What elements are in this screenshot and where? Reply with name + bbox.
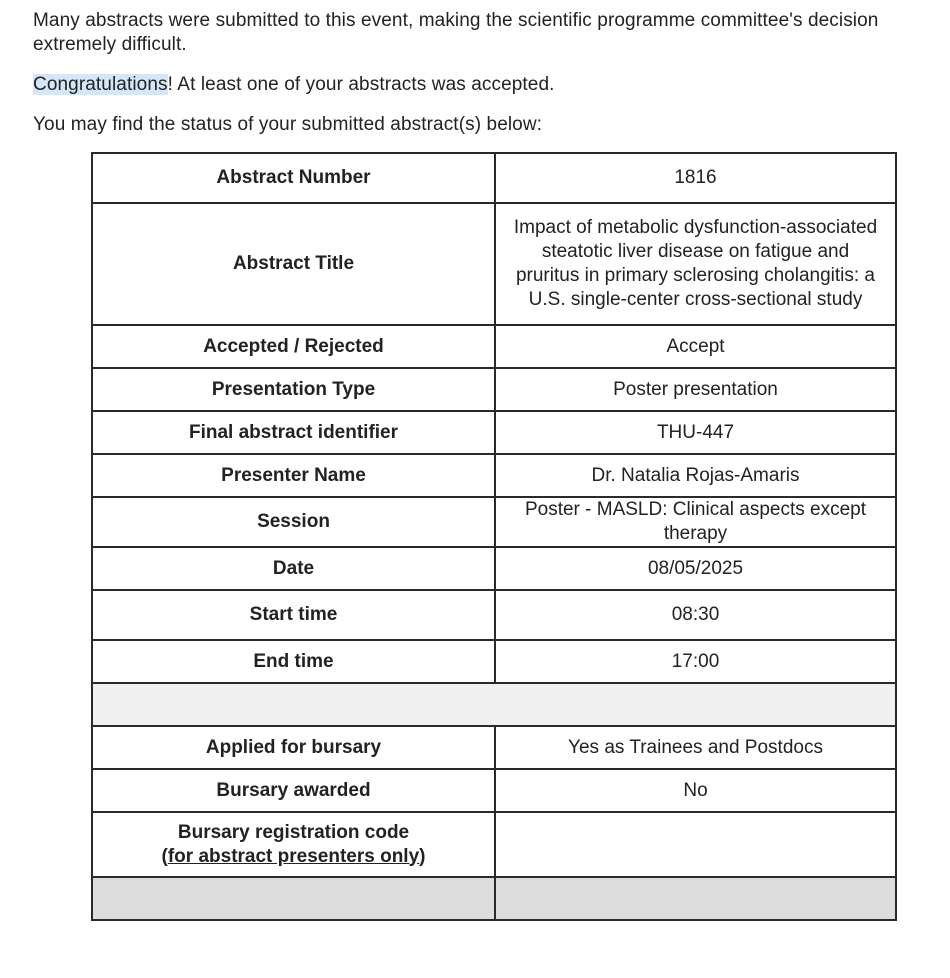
value-presenter-name: Dr. Natalia Rojas-Amaris bbox=[495, 454, 896, 497]
value-bursary-awarded: No bbox=[495, 769, 896, 812]
abstract-presenters-link[interactable]: for abstract presenters only bbox=[167, 845, 420, 867]
separator-cell bbox=[92, 683, 896, 726]
row-abstract-title bbox=[92, 203, 896, 325]
value-accepted-rejected: Accept bbox=[495, 325, 896, 368]
label-bursary-code bbox=[92, 812, 495, 877]
row-footer-empty bbox=[92, 877, 896, 920]
label-abstract-title: Abstract Title bbox=[92, 203, 495, 325]
row-abstract-number bbox=[92, 153, 896, 203]
row-bursary-awarded bbox=[92, 769, 896, 812]
row-session bbox=[92, 497, 896, 547]
row-bursary-code bbox=[92, 812, 896, 877]
label-date: Date bbox=[92, 547, 495, 590]
value-date: 08/05/2025 bbox=[495, 547, 896, 590]
intro-paragraph bbox=[33, 9, 950, 57]
row-accepted-rejected bbox=[92, 325, 896, 368]
label-start-time: Start time bbox=[92, 590, 495, 640]
status-intro-text: You may find the status of your submitted abstract(s) below: bbox=[33, 114, 543, 135]
label-end-time: End time bbox=[92, 640, 495, 683]
value-final-identifier: THU-447 bbox=[495, 411, 896, 454]
congratulations-paragraph bbox=[33, 73, 555, 97]
abstract-status-table bbox=[91, 152, 897, 921]
value-abstract-number: 1816 bbox=[495, 153, 896, 203]
row-separator bbox=[92, 683, 896, 726]
label-final-identifier: Final abstract identifier bbox=[92, 411, 495, 454]
footer-empty-value bbox=[495, 877, 896, 920]
label-session: Session bbox=[92, 497, 495, 547]
bursary-code-note-open: ( bbox=[161, 845, 168, 867]
value-abstract-title: Impact of metabolic dysfunction-associated steatotic liver disease on fatigue and pruritus in primary sclerosing cholangitis: a U.S. single-center cross-sectional study bbox=[495, 203, 896, 325]
bursary-code-note-close: ) bbox=[419, 845, 426, 867]
congratulations-highlight: Congratulations bbox=[33, 74, 168, 95]
footer-empty-label bbox=[92, 877, 495, 920]
row-presenter-name bbox=[92, 454, 896, 497]
congratulations-text: ! At least one of your abstracts was accepted. bbox=[167, 74, 555, 95]
label-abstract-number: Abstract Number bbox=[92, 153, 495, 203]
value-session: Poster - MASLD: Clinical aspects except therapy bbox=[495, 497, 896, 547]
bursary-code-label: Bursary registration code bbox=[177, 821, 410, 843]
value-bursary-code bbox=[495, 812, 896, 877]
label-presentation-type: Presentation Type bbox=[92, 368, 495, 411]
value-end-time: 17:00 bbox=[495, 640, 896, 683]
intro-line-2: extremely difficult. bbox=[33, 34, 187, 55]
row-end-time bbox=[92, 640, 896, 683]
value-start-time: 08:30 bbox=[495, 590, 896, 640]
row-bursary-applied bbox=[92, 726, 896, 769]
row-final-identifier bbox=[92, 411, 896, 454]
row-presentation-type bbox=[92, 368, 896, 411]
value-presentation-type: Poster presentation bbox=[495, 368, 896, 411]
label-bursary-awarded: Bursary awarded bbox=[92, 769, 495, 812]
row-start-time bbox=[92, 590, 896, 640]
row-date bbox=[92, 547, 896, 590]
intro-line-1: Many abstracts were submitted to this event, making the scientific programme committee's decision bbox=[33, 10, 879, 31]
label-accepted-rejected: Accepted / Rejected bbox=[92, 325, 495, 368]
value-bursary-applied: Yes as Trainees and Postdocs bbox=[495, 726, 896, 769]
label-bursary-applied: Applied for bursary bbox=[92, 726, 495, 769]
label-presenter-name: Presenter Name bbox=[92, 454, 495, 497]
